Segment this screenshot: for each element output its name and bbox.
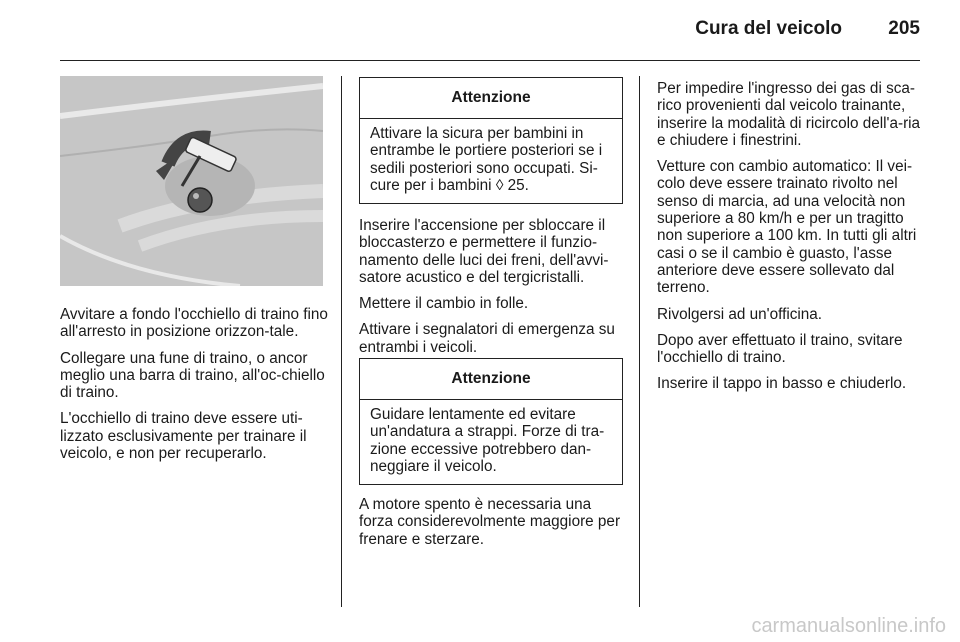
paragraph: Mettere il cambio in folle. [359,295,529,313]
warning-title: Attenzione [360,359,622,400]
paragraph: Per impedire l'ingresso dei gas di sca-rico provenienti dal veicolo trainante, inserire la modalità di ricircolo dell'a-ria e chiudere i finestrini. [657,80,921,149]
warning-box [359,358,623,485]
column-divider [639,76,640,607]
column-3 [657,80,927,402]
bumper-drawing [60,76,323,286]
column-2-closing [359,496,627,557]
paragraph: A motore spento è necessaria una forza considerevolmente maggiore per frenare e sterzare. [359,496,621,548]
column-divider [341,76,342,607]
warning-text: Attivare la sicura per bambini in entrambe le portiere posteriori se i sedili posteriori sono occupati. Si-cure per i bambini ◊ 25. [370,125,603,194]
paragraph: Rivolgersi ad un'officina. [657,305,823,323]
paragraph: Dopo aver effettuato il traino, svitare l'occhiello di traino. [657,331,903,367]
warning-title: Attenzione [360,78,622,119]
watermark: carmanualsonline.info [751,615,946,637]
warning-text: Guidare lentamente ed evitare un'andatura a strappi. Forze di tra-zione eccessive potrebbero dan-neggiare il veicolo. [370,406,605,475]
column-2-text [359,217,627,365]
header-rule [60,60,920,61]
page-title: Cura del veicolo [695,18,842,39]
paragraph: Avvitare a fondo l'occhiello di traino fino all'arresto in posizione orizzon-tale. [60,306,328,341]
paragraph: Inserire l'accensione per sbloccare il bloccasterzo e permettere il funzio-namento delle luci dei freni, dell'avvi-satore acustico e del tergicristalli. [359,217,609,286]
paragraph: Vetture con cambio automatico: Il vei-colo deve essere trainato rivolto nel senso di marcia, ad una velocità non superiore a 80 km/h e per un tragitto non superiore a 100 km. In tutti gli altri casi o se il cambio è guasto, l'asse anteriore deve essere sollevato dal terreno. [657,158,917,297]
page-number: 205 [888,18,920,39]
column-1 [60,306,328,471]
paragraph: Inserire il tappo in basso e chiuderlo. [657,375,907,393]
paragraph: Attivare i segnalatori di emergenza su entrambi i veicoli. [359,321,615,356]
warning-box [359,77,623,204]
tow-eye-illustration [60,76,323,286]
paragraph: Collegare una fune di traino, o ancor meglio una barra di traino, all'oc-chiello di traino. [60,349,325,402]
paragraph: L'occhiello di traino deve essere uti-lizzato esclusivamente per trainare il veicolo, e non per recuperarlo. [60,410,307,463]
